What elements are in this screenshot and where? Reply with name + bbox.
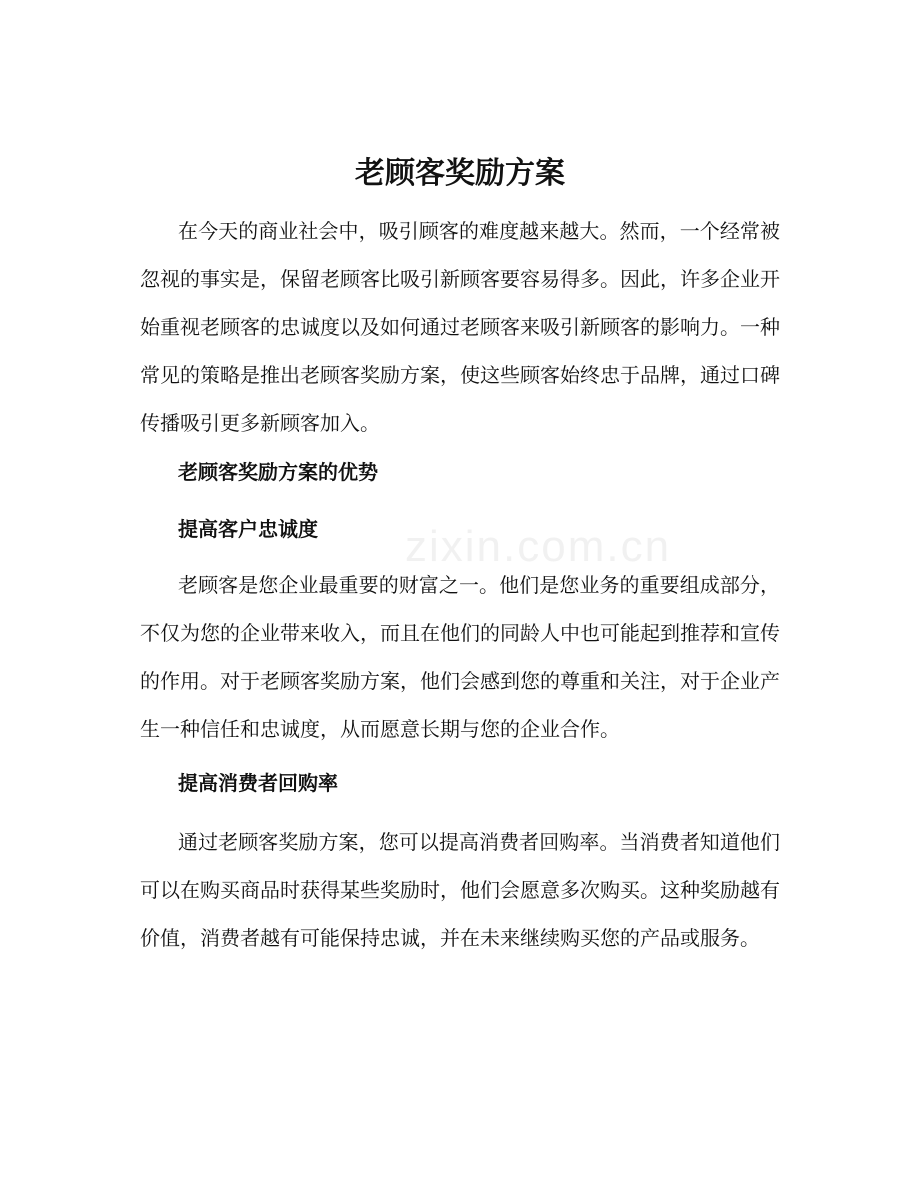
intro-paragraph: 在今天的商业社会中，吸引顾客的难度越来越大。然而，一个经常被忽视的事实是，保留老顾客比吸引新顾客要容易得多。因此，许多企业开始重视老顾客的忠诚度以及如何通过老顾客来吸引新顾客的影响力。一种常见的策略是推出老顾客奖励方案，使这些顾客始终忠于品牌，通过口碑传播吸引更多新顾客加入。 xyxy=(140,219,780,435)
subheading-repurchase: 提高消费者回购率 xyxy=(178,771,338,795)
loyalty-paragraph: 老顾客是您企业最重要的财富之一。他们是您业务的重要组成部分，不仅为您的企业带来收入，而且在他们的同龄人中也可能起到推荐和宣传的作用。对于老顾客奖励方案，他们会感到您的尊重和关注，对于企业产生一种信任和忠诚度，从而愿意长期与您的企业合作。 xyxy=(140,573,780,741)
document-title: 老顾客奖励方案 xyxy=(355,156,565,191)
watermark: zixin.com.cn xyxy=(405,522,672,571)
subheading-loyalty: 提高客户忠诚度 xyxy=(178,517,318,541)
section-heading: 老顾客奖励方案的优势 xyxy=(178,460,378,484)
repurchase-paragraph: 通过老顾客奖励方案，您可以提高消费者回购率。当消费者知道他们可以在购买商品时获得某些奖励时，他们会愿意多次购买。这种奖励越有价值，消费者越有可能保持忠诚，并在未来继续购买您的产品或服务。 xyxy=(140,830,780,950)
